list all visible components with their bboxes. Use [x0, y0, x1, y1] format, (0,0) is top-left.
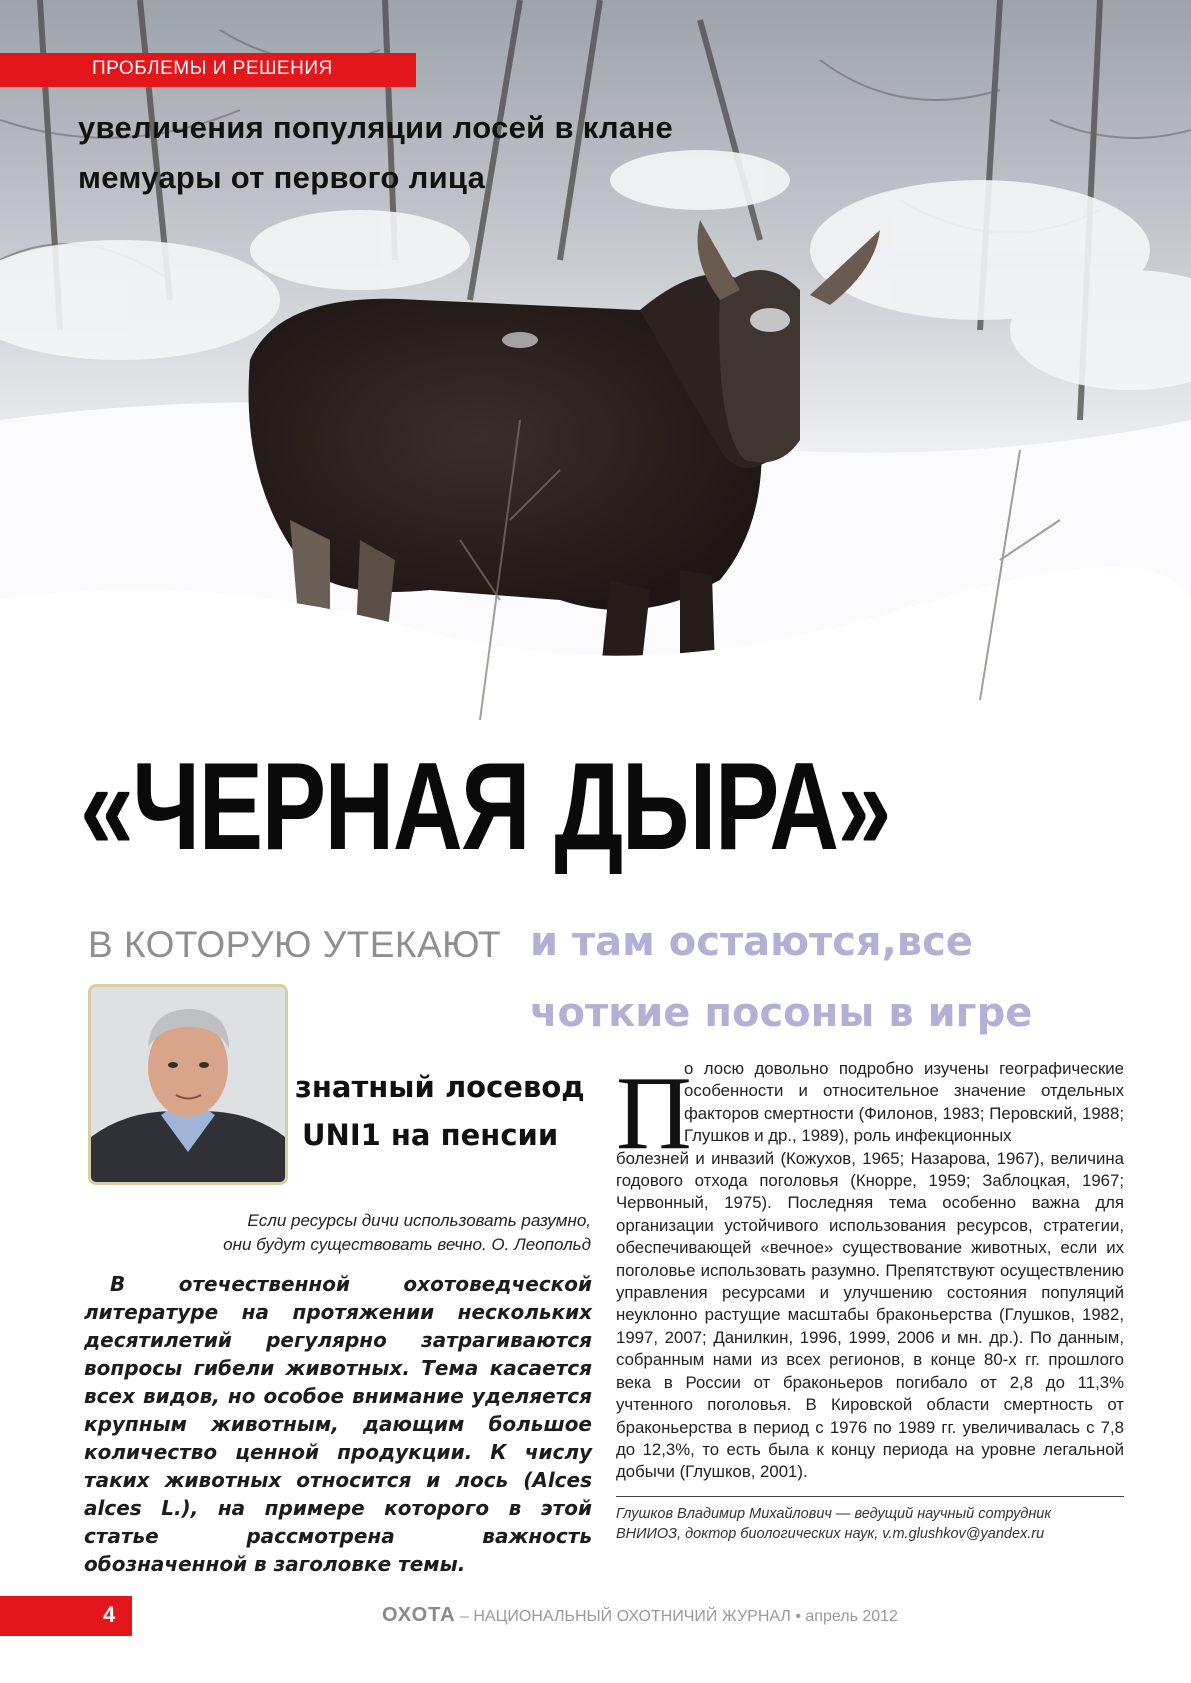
author-tag-line2: UNI1 на пенсии	[302, 1118, 559, 1152]
epigraph	[150, 1209, 591, 1257]
footer-tagline: – НАЦИОНАЛЬНЫЙ ОХОТНИЧИЙ ЖУРНАЛ • апрель 2012	[455, 1608, 898, 1625]
body-text-first-lines: о лосю довольно подробно изучены географические особенности и относительное значение отдельных факторов смертности (Филонов, 1983; Перовский, 1988; Глушков и др., 1989), роль инфекционных	[684, 1059, 1124, 1146]
author-portrait	[88, 984, 288, 1185]
subhead-overlay-line1: и там остаются,все	[526, 919, 981, 965]
epigraph-line2: они будут существовать вечно. О. Леопольд	[223, 1235, 591, 1254]
drop-cap: П	[616, 1054, 692, 1171]
body-text-rest: болезней и инвазий (Кожухов, 1965; Назарова, 1967), величина годового отхода поголовья (Кнорре, 1959; Заблоцкая, 1967; Червонный, 1975). Последняя тема особенно важна для организации устойчивого использования ресурсов, стратегии, обеспечивающей «вечное» существование животных, если их поголовье использовать разумно. Препятствуют осуществлению управления ресурсами и улучшению состояния популяций неуклонно растущие масштабы браконьерства (Глушков, 1982, 1997, 2007; Данилкин, 1996, 1999, 2006 и мн. др.). По данным, собранным нами из всех регионов, в конце 80-х гг. прошлого века в России от браконьеров погибало от 2,8 до 11,3% учтенного поголовья. В Кировской области смертность от браконьерства в период с 1976 по 1989 гг. увеличивалась с 7,8 до 12,3%, то есть была к концу периода на уровне легальной добычи (Глушков, 2001).	[616, 1148, 1124, 1482]
subhead-overlay-line2: чоткие посоны в игре	[530, 990, 1033, 1036]
epigraph-line1: Если ресурсы дичи использовать разумно,	[247, 1211, 591, 1230]
author-note	[616, 1504, 1124, 1544]
footer-masthead	[382, 1604, 898, 1627]
body-text	[616, 1054, 1124, 1484]
page-number: 4	[103, 1602, 116, 1627]
author-note-line2: ВНИИОЗ, доктор биологических наук, v.m.glushkov@yandex.ru	[616, 1526, 1045, 1542]
overlay-caption-line1: увеличения популяции лосей в клане	[78, 110, 674, 145]
lead-paragraph: В отечественной охотоведческой литературе на протяжении нескольких десятилетий регулярно затрагиваются вопросы гибели животных. Тема касается всех видов, но особое внимание уделяется крупным животным, дающим большое количество ценной продукции. К числу таких животных относится и лось (Alces alces L.), на примере которого в этой статье рассмотрена важность обозначенной в заголовке темы.	[84, 1272, 592, 1576]
overlay-caption-line2: мемуары от первого лица	[78, 160, 486, 195]
article-subhead: В КОТОРУЮ УТЕКАЮТ	[88, 924, 502, 965]
author-note-divider	[616, 1496, 1124, 1497]
section-rubric: ПРОБЛЕМЫ И РЕШЕНИЯ	[92, 58, 333, 79]
author-tag-line1: знатный лосевод	[295, 1070, 585, 1104]
author-note-line1: Глушков Владимир Михайлович — ведущий научный сотрудник	[616, 1506, 1052, 1522]
author-photo-illustration	[91, 987, 285, 1182]
magazine-name: ОХОТА	[382, 1604, 456, 1626]
article-headline: «ЧЕРНАЯ ДЫРА»	[80, 738, 890, 876]
